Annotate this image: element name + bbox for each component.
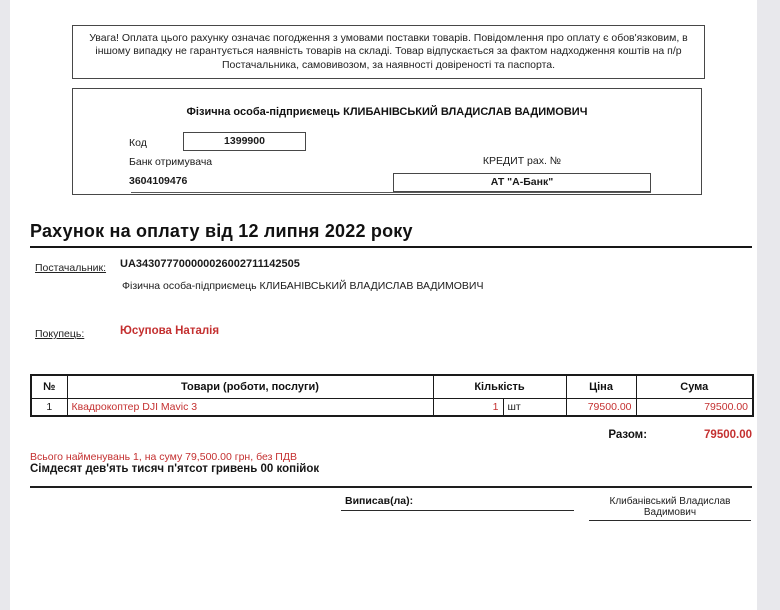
buyer-label: Покупець: <box>35 328 85 340</box>
receiving-bank-label: Банк отримувача <box>129 156 213 168</box>
issued-by-name: Клибанівський Владислав Вадимович <box>589 496 751 521</box>
item-sum: 79500.00 <box>636 398 753 416</box>
recipient-code-value: 1399900 <box>183 132 306 151</box>
credit-account-label: КРЕДИТ рах. № <box>482 155 562 167</box>
table-header-row <box>31 375 753 398</box>
bank-name-value: АТ "А-Банк" <box>393 173 651 192</box>
bank-mfo-code: 3604109476 <box>129 175 188 187</box>
item-goods: Квадрокоптер DJI Mavic 3 <box>67 398 433 416</box>
item-qty: 1 <box>433 398 503 416</box>
table-row <box>31 398 753 416</box>
payment-warning-note: Увага! Оплата цього рахунку означає погодження з умовами поставки товарів. Повідомлення про оплату є обов'язковим, в іншому випадку не гарантується наявність товарів на складі. Товар відпускається за фактом надходження коштів на п/р Постачальника, самовивозом, за наявності довіреності та паспорта. <box>72 25 705 79</box>
issued-by-label: Виписав(ла): <box>341 495 574 511</box>
supplier-name: Фізична особа-підприємець КЛИБАНІВСЬКИЙ ВЛАДИСЛАВ ВАДИМОВИЧ <box>122 280 484 292</box>
header-goods: Товари (роботи, послуги) <box>67 375 433 398</box>
item-num: 1 <box>31 398 67 416</box>
items-summary-line: Всього найменувань 1, на суму 79,500.00 грн, без ПДВ <box>30 451 297 463</box>
item-price: 79500.00 <box>566 398 636 416</box>
bottom-divider <box>30 486 752 488</box>
items-table <box>30 374 754 417</box>
supplier-iban: UA343077700000026002711142505 <box>120 258 300 270</box>
header-sum: Сума <box>636 375 753 398</box>
amount-in-words: Сімдесят дев'ять тисяч п'ятсот гривень 00 копійок <box>30 463 320 475</box>
header-qty: Кількість <box>433 375 566 398</box>
recipient-entity-name: Фізична особа-підприємець КЛИБАНІВСЬКИЙ ВЛАДИСЛАВ ВАДИМОВИЧ <box>186 106 588 118</box>
supplier-label: Постачальник: <box>35 262 107 274</box>
total-label: Разом: <box>608 429 648 441</box>
title-divider <box>30 246 752 248</box>
buyer-name: Юсупова Наталія <box>120 325 220 337</box>
bank-recipient-block <box>72 88 702 195</box>
bank-row-underline <box>131 192 651 193</box>
total-row <box>30 429 752 441</box>
header-price: Ціна <box>566 375 636 398</box>
total-value: 79500.00 <box>704 429 752 441</box>
code-label: Код <box>129 137 147 149</box>
invoice-title: Рахунок на оплату від 12 липня 2022 року <box>30 221 413 241</box>
header-num: № <box>31 375 67 398</box>
item-unit: шт <box>503 398 566 416</box>
